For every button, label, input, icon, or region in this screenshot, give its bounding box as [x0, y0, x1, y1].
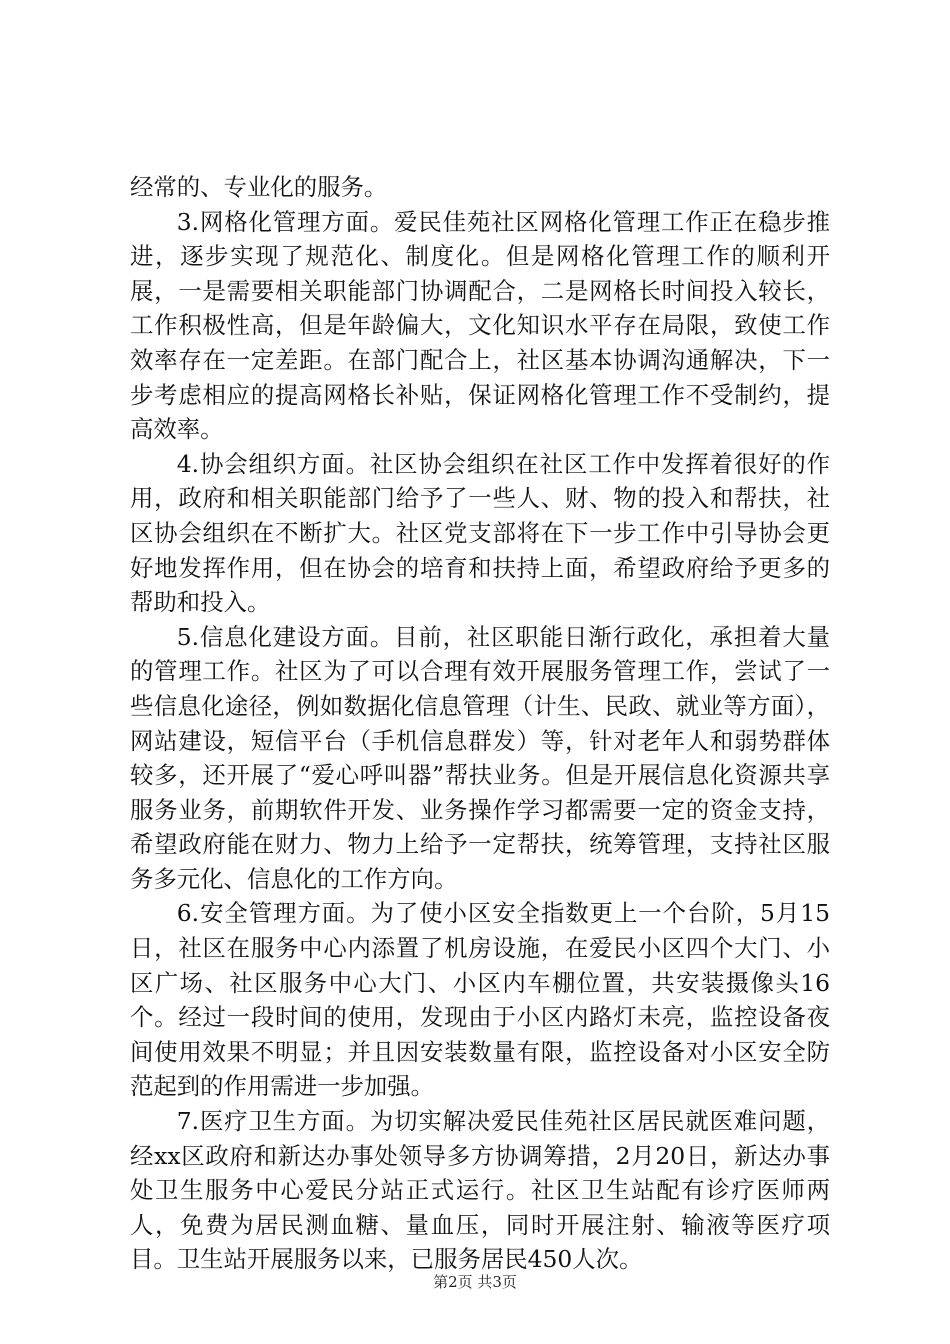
document-body	[130, 170, 830, 1277]
paragraph-safety: 6.安全管理方面。为了使小区安全指数更上一个台阶，5月15日，社区在服务中心内添置了机房设施，在爱民小区四个大门、小区广场、社区服务中心大门、小区内车棚位置，共安装摄像头16个。经过一段时间的使用，发现由于小区内路灯未亮，监控设备夜间使用效果不明显；并且因安装数量有限，监控设备对小区安全防范起到的作用需进一步加强。	[130, 899, 830, 1101]
paragraph-informatization: 5.信息化建设方面。目前，社区职能日渐行政化，承担着大量的管理工作。社区为了可以合理有效开展服务管理工作，尝试了一些信息化途径，例如数据化信息管理（计生、民政、就业等方面），网站建设，短信平台（手机信息群发）等，针对老年人和弱势群体较多，还开展了“爱心呼叫器”帮扶业务。但是开展信息化资源共享服务业务，前期软件开发、业务操作学习都需要一定的资金支持，希望政府能在财力、物力上给予一定帮扶，统筹管理，支持社区服务多元化、信息化的工作方向。	[130, 622, 830, 893]
paragraph-continuation: 经常的、专业化的服务。	[130, 173, 388, 201]
paragraph-medical: 7.医疗卫生方面。为切实解决爱民佳苑社区居民就医难问题，经xx区政府和新达办事处领导多方协调筹措，2月20日，新达办事处卫生服务中心爱民分站正式运行。社区卫生站配有诊疗医师两人，免费为居民测血糖、量血压，同时开展注射、输液等医疗项目。卫生站开展服务以来，已服务居民450人次。	[130, 1107, 830, 1274]
paragraph-grid-management: 3.网格化管理方面。爱民佳苑社区网格化管理工作正在稳步推进，逐步实现了规范化、制度化。但是网格化管理工作的顺利开展，一是需要相关职能部门协调配合，二是网格长时间投入较长，工作积极性高，但是年龄偏大，文化知识水平存在局限，致使工作效率存在一定差距。在部门配合上，社区基本协调沟通解决，下一步考虑相应的提高网格长补贴，保证网格化管理工作不受制约，提高效率。	[130, 207, 830, 444]
paragraph-association: 4.协会组织方面。社区协会组织在社区工作中发挥着很好的作用，政府和相关职能部门给予了一些人、财、物的投入和帮扶，社区协会组织在不断扩大。社区党支部将在下一步工作中引导协会更好地发挥作用，但在协会的培育和扶持上面，希望政府给予更多的帮助和投入。	[130, 449, 830, 617]
page-footer: 第2页 共3页	[433, 1273, 517, 1291]
